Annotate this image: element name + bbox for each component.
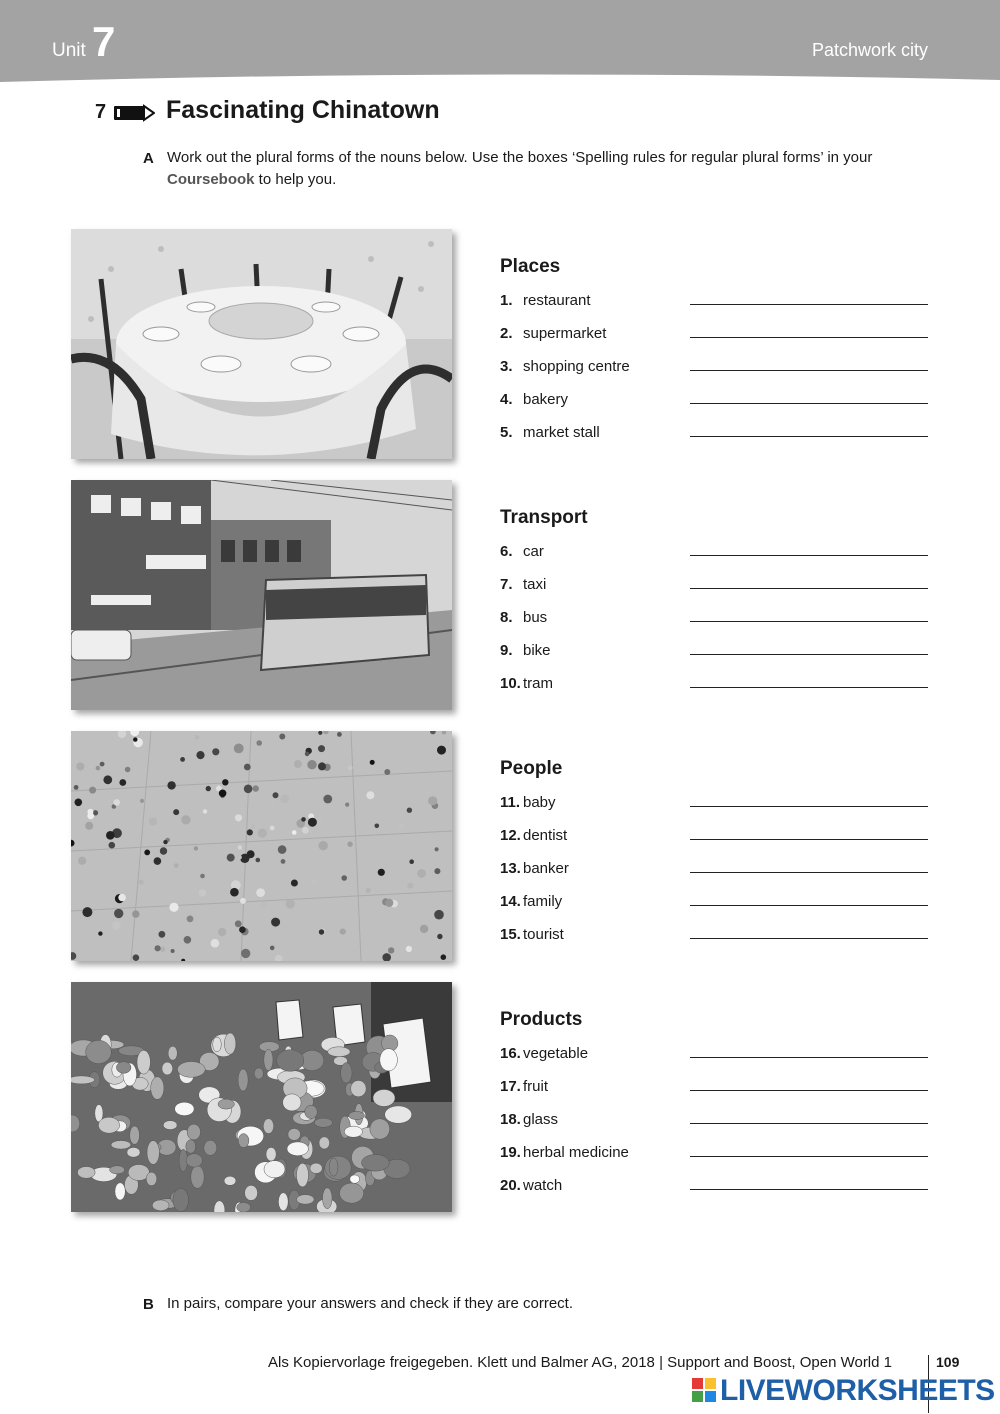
exercise-title: Fascinating Chinatown: [166, 96, 440, 124]
answer-field[interactable]: [690, 1072, 928, 1091]
answer-field[interactable]: [690, 854, 928, 873]
item-number: 2.: [500, 325, 513, 342]
item-word: tram: [523, 675, 553, 692]
item-word: bus: [523, 609, 548, 626]
item-word: vegetable: [523, 1045, 589, 1062]
answer-field[interactable]: [690, 669, 928, 688]
exercise-number: 7: [95, 101, 107, 123]
list-item: [500, 1177, 930, 1210]
item-word: taxi: [523, 576, 547, 593]
header-title: Patchwork city: [811, 40, 928, 60]
item-number: 3.: [500, 358, 513, 375]
item-number: 8.: [500, 609, 513, 626]
item-word: bike: [523, 642, 551, 659]
answer-field[interactable]: [690, 603, 928, 622]
liveworksheets-logo-text: LIVEWORKSHEETS: [720, 1374, 995, 1407]
round-dining-table-photo: [71, 229, 452, 459]
item-number: 18.: [500, 1111, 521, 1128]
copyright-footer: Als Kopiervorlage freigegeben. Klett und Balmer AG, 2018 | Support and Boost, Open World 1: [268, 1354, 892, 1371]
instruction-b-letter: B: [143, 1296, 154, 1313]
item-number: 19.: [500, 1144, 521, 1161]
page-number: 109: [936, 1354, 960, 1370]
crowd-plaza-photo: [71, 731, 452, 961]
item-word: dentist: [523, 827, 568, 844]
answer-field[interactable]: [690, 418, 928, 437]
instruction-a-text-after: to help you.: [254, 171, 337, 188]
answer-field[interactable]: [690, 537, 928, 556]
item-word: tourist: [523, 926, 564, 943]
section-title: Places: [500, 256, 561, 277]
answer-field[interactable]: [690, 319, 928, 338]
item-number: 7.: [500, 576, 513, 593]
item-word: bakery: [523, 391, 569, 408]
instruction-a-text: [167, 147, 897, 191]
answer-field[interactable]: [690, 821, 928, 840]
page-header: [0, 0, 1000, 82]
answer-field[interactable]: [690, 920, 928, 939]
section-title: People: [500, 758, 563, 779]
item-number: 10.: [500, 675, 521, 692]
unit-label: Unit: [52, 40, 86, 61]
coursebook-reference: Coursebook: [167, 171, 255, 188]
list-item: [500, 675, 930, 708]
answer-field[interactable]: [690, 352, 928, 371]
answer-field[interactable]: [690, 570, 928, 589]
answer-field[interactable]: [690, 385, 928, 404]
unit-number: 7: [92, 18, 116, 65]
item-number: 14.: [500, 893, 521, 910]
liveworksheets-grid-icon: [692, 1378, 716, 1402]
streetcar-chinatown-photo: [71, 480, 452, 710]
item-word: baby: [523, 794, 556, 811]
answer-field[interactable]: [690, 1039, 928, 1058]
item-word: watch: [523, 1177, 563, 1194]
item-word: fruit: [523, 1078, 549, 1095]
section-title: Transport: [500, 507, 588, 528]
market-produce-photo: [71, 982, 452, 1212]
item-word: market stall: [523, 424, 600, 441]
item-word: shopping centre: [523, 358, 630, 375]
item-word: family: [523, 893, 563, 910]
item-word: restaurant: [523, 292, 591, 309]
item-number: 1.: [500, 292, 513, 309]
answer-field[interactable]: [690, 286, 928, 305]
item-word: glass: [523, 1111, 559, 1128]
item-number: 13.: [500, 860, 521, 877]
answer-field[interactable]: [690, 887, 928, 906]
item-number: 11.: [500, 794, 521, 811]
item-number: 16.: [500, 1045, 521, 1062]
item-number: 20.: [500, 1177, 521, 1194]
item-number: 17.: [500, 1078, 521, 1095]
instruction-b-text: In pairs, compare your answers and check if they are correct.: [167, 1295, 574, 1312]
list-item: [500, 424, 930, 457]
instruction-a-letter: A: [143, 150, 154, 167]
item-number: 9.: [500, 642, 513, 659]
item-word: herbal medicine: [523, 1144, 629, 1161]
answer-field[interactable]: [690, 1138, 928, 1157]
list-item: [500, 926, 930, 959]
item-number: 5.: [500, 424, 513, 441]
item-number: 12.: [500, 827, 521, 844]
section-title: Products: [500, 1009, 583, 1030]
answer-field[interactable]: [690, 788, 928, 807]
item-number: 4.: [500, 391, 513, 408]
instruction-a-text-before: Work out the plural forms of the nouns below. Use the boxes ‘Spelling rules for regular plural forms’ in your: [167, 149, 873, 166]
item-word: banker: [523, 860, 569, 877]
answer-field[interactable]: [690, 636, 928, 655]
item-word: supermarket: [523, 325, 607, 342]
answer-field[interactable]: [690, 1171, 928, 1190]
item-word: car: [523, 543, 544, 560]
pencil-icon: [113, 103, 155, 123]
item-number: 15.: [500, 926, 521, 943]
answer-field[interactable]: [690, 1105, 928, 1124]
item-number: 6.: [500, 543, 513, 560]
